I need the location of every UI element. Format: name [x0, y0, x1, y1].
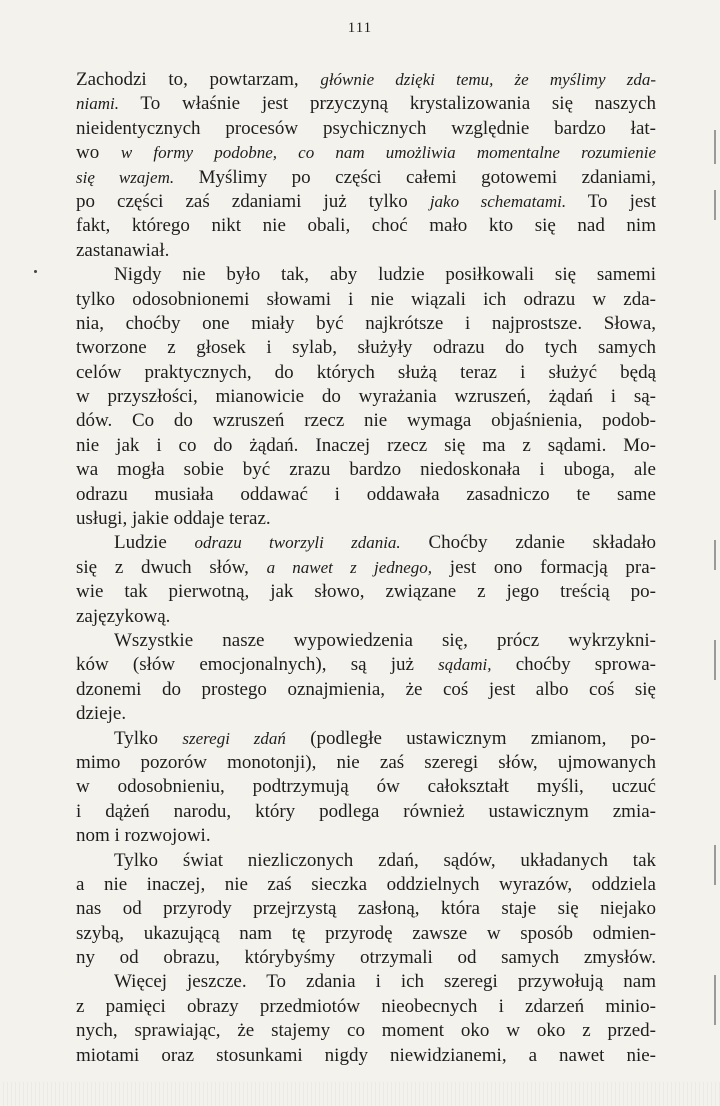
text-line [76, 385, 656, 409]
italic-phrase: jako schematami. [429, 191, 567, 211]
text-line [76, 800, 656, 824]
text-segment: Ludzie [114, 532, 195, 554]
text-segment: miotami oraz stosunkami nigdy niewidzianemi, a nawet nie- [76, 1044, 656, 1066]
margin-mark [714, 975, 716, 1025]
text-segment: odrazu musiała oddawać i oddawała zasadniczo te same [76, 483, 656, 505]
text-line [76, 531, 656, 555]
text-line [76, 946, 656, 970]
text-line [76, 751, 656, 775]
text-line [76, 190, 656, 214]
italic-phrase: a nawet z jednego, [266, 557, 433, 577]
margin-dot [34, 270, 37, 273]
text-line [76, 409, 656, 433]
text-segment: celów praktycznych, do których służą teraz i służyć będą [76, 361, 656, 383]
text-segment: Nigdy nie było tak, aby ludzie posiłkowali się samemi [114, 264, 656, 286]
margin-mark [714, 640, 716, 680]
text-line [76, 458, 656, 482]
italic-phrase: w formy podobne, co nam umożliwia momentalne rozumienie [120, 143, 656, 163]
text-line [76, 897, 656, 921]
margin-mark [714, 130, 716, 164]
text-segment: jest ono formacją pra- [432, 556, 656, 578]
text-segment: Więcej jeszcze. To zdania i ich szeregi przywołują nam [114, 971, 656, 993]
text-line [76, 727, 656, 751]
text-line [76, 970, 656, 994]
text-line [76, 775, 656, 799]
text-segment: w przyszłości, mianowicie do wyrażania wzruszeń, żądań i są- [76, 386, 656, 408]
text-line [76, 483, 656, 507]
margin-mark [714, 540, 716, 570]
text-segment: się z dwuch słów, [76, 556, 267, 578]
text-line [76, 166, 656, 190]
text-segment: po części zaś zdaniami już tylko [76, 190, 430, 212]
text-segment: Zachodzi to, powtarzam, [76, 69, 321, 90]
text-segment: tylko odosobnionemi słowami i nie wiązali ich odrazu w zda- [76, 288, 656, 310]
italic-phrase: odrazu tworzyli zdania. [194, 533, 401, 553]
text-segment: tworzone z głosek i sylab, służyły odrazu do tych samych [76, 337, 656, 359]
page-text [76, 68, 656, 1068]
text-line [76, 580, 656, 604]
text-segment: To jest [566, 190, 656, 212]
scan-edge [0, 1082, 720, 1106]
text-line [76, 312, 656, 336]
text-line [76, 995, 656, 1019]
text-line [76, 214, 656, 238]
text-line [76, 922, 656, 946]
text-line [76, 117, 656, 141]
text-segment: wa mogła sobie być zrazu bardzo niedoskonała i uboga, ale [76, 459, 656, 481]
italic-phrase: szeregi zdań [182, 728, 286, 748]
text-segment: z pamięci obrazy przedmiotów nieobecnych i zdarzeń minio- [76, 995, 656, 1017]
text-line [76, 288, 656, 312]
text-segment: Tylko [114, 727, 183, 749]
text-segment: szybą, ukazującą nam tę przyrodę zawsze w sposób odmien- [76, 922, 656, 944]
text-line [76, 92, 656, 116]
text-line [76, 361, 656, 385]
italic-phrase: głównie dzięki temu, że myślimy zda- [320, 70, 656, 89]
text-line [76, 434, 656, 458]
text-line [76, 873, 656, 897]
text-segment: (podległe ustawicznym zmianom, po- [285, 727, 656, 749]
text-segment: w odosobnieniu, podtrzymują ów całokształt myśli, uczuć [76, 776, 656, 798]
text-segment: Myślimy po części całemi gotowemi zdaniami, [174, 166, 656, 188]
text-line [76, 605, 656, 629]
page-number: 111 [347, 20, 373, 36]
italic-phrase: niami. [76, 94, 119, 114]
text-segment: fakt, którego nikt nie obali, choć mało kto się nad nim [76, 215, 656, 237]
text-line [76, 1044, 656, 1068]
text-line [76, 336, 656, 360]
text-line [76, 68, 656, 92]
text-segment: dzieje. [76, 703, 127, 725]
text-segment: nom i rozwojowi. [76, 825, 211, 847]
italic-phrase: się wzajem. [76, 167, 175, 187]
text-segment: Choćby zdanie składało [400, 532, 656, 554]
text-segment: ny od obrazu, którybyśmy otrzymali od samych zmysłów. [76, 947, 656, 969]
text-segment: Wszystkie nasze wypowiedzenia się, prócz wykrzykni- [114, 629, 656, 651]
text-line [76, 702, 656, 726]
text-segment: nieidentycznych procesów psychicznych względnie bardzo łat- [76, 117, 656, 139]
text-line [76, 849, 656, 873]
text-segment: i dążeń narodu, który podlega również ustawicznym zmia- [76, 800, 656, 822]
text-line [76, 556, 656, 580]
text-line [76, 507, 656, 531]
text-segment: To właśnie jest przyczyną krystalizowania się naszych [118, 93, 656, 115]
text-line [76, 1019, 656, 1043]
text-segment: nas od przyrody przejrzystą zasłoną, która staje się niejako [76, 898, 656, 920]
text-segment: usługi, jakie oddaje teraz. [76, 508, 271, 530]
text-segment: choćby sprowa- [491, 654, 656, 676]
text-segment: nie jak i co do żądań. Inaczej rzecz się ma z sądami. Mo- [76, 434, 656, 456]
text-segment: wie tak pierwotną, jak słowo, związane z jego treścią po- [76, 581, 656, 603]
text-segment: dów. Co do wzruszeń rzecz nie wymaga objaśnienia, podob- [76, 410, 656, 432]
text-segment: nia, choćby one miały być najkrótsze i najprostsze. Słowa, [76, 312, 656, 334]
text-segment: wo [76, 142, 121, 164]
text-line [76, 263, 656, 287]
margin-mark [714, 845, 716, 885]
text-segment: a nie inaczej, nie zaś sieczka oddzielnych wyrazów, oddziela [76, 873, 656, 895]
text-line [76, 629, 656, 653]
text-segment: zastanawiał. [76, 239, 170, 261]
text-segment: zajęzykową. [76, 605, 171, 627]
text-segment: Tylko świat niezliczonych zdań, sądów, układanych tak [114, 849, 656, 871]
text-segment: dzonemi do prostego oznajmienia, że coś jest albo coś się [76, 678, 656, 700]
text-line [76, 678, 656, 702]
text-line [76, 141, 656, 165]
text-segment: nych, sprawiając, że stajemy co moment oko w oko z przed- [76, 1020, 656, 1042]
text-line [76, 239, 656, 263]
italic-phrase: sądami, [438, 655, 492, 675]
text-line [76, 824, 656, 848]
text-line [76, 653, 656, 677]
margin-mark [714, 190, 716, 220]
text-segment: ków (słów emocjonalnych), są już [76, 654, 439, 676]
text-segment: mimo pozorów monotonji), nie zaś szeregi słów, ujmowanych [76, 751, 656, 773]
